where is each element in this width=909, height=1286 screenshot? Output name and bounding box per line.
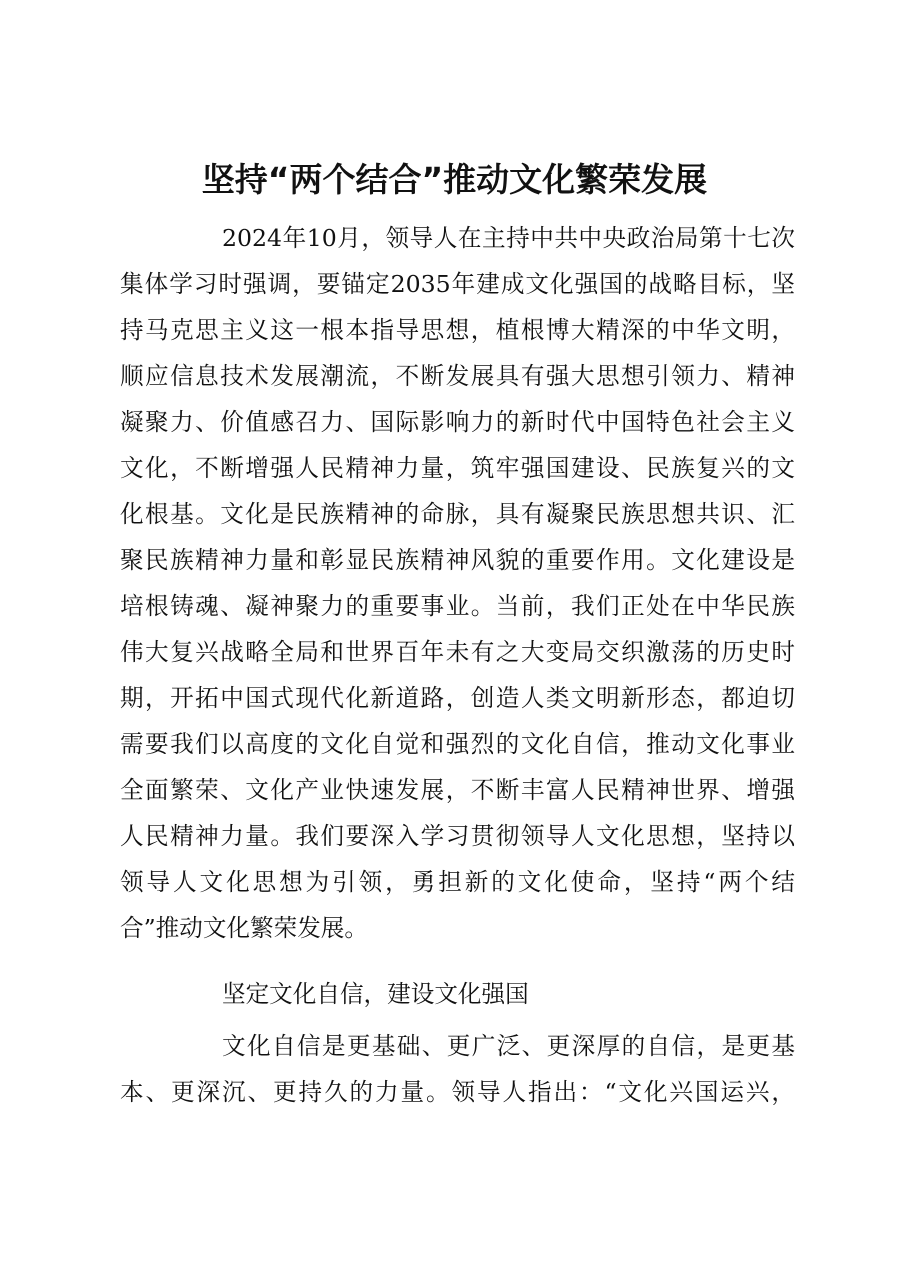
paragraph-line: 全面繁荣、文化产业快速发展，不断丰富人民精神世界、增强 (120, 776, 795, 804)
document-title: 坚持“两个结合”推动文化繁荣发展 (201, 160, 708, 199)
paragraph-line: 集体学习时强调，要锚定2035年建成文化强国的战略目标，坚 (120, 270, 795, 298)
paragraph-line: 2024年10月，领导人在主持中共中央政治局第十七次 (222, 224, 795, 252)
paragraph-line: 培根铸魂、凝神聚力的重要事业。当前，我们正处在中华民族 (120, 592, 795, 620)
paragraph-line: 合”推动文化繁荣发展。 (120, 914, 368, 942)
paragraph-line: 人民精神力量。我们要深入学习贯彻领导人文化思想，坚持以 (120, 822, 795, 850)
paragraph-line: 凝聚力、价值感召力、国际影响力的新时代中国特色社会主义 (120, 408, 795, 436)
paragraph-line: 化根基。文化是民族精神的命脉，具有凝聚民族思想共识、汇 (120, 500, 795, 528)
paragraph-line: 需要我们以高度的文化自觉和强烈的文化自信，推动文化事业 (120, 730, 795, 758)
paragraph-line: 顺应信息技术发展潮流，不断发展具有强大思想引领力、精神 (120, 362, 795, 390)
paragraph-line: 持马克思主义这一根本指导思想，植根博大精深的中华文明， (120, 316, 795, 344)
section-heading: 坚定文化自信，建设文化强国 (222, 980, 529, 1008)
paragraph-line: 伟大复兴战略全局和世界百年未有之大变局交织激荡的历史时 (120, 638, 795, 666)
paragraph-line: 本、更深沉、更持久的力量。领导人指出：“文化兴国运兴， (120, 1078, 795, 1106)
paragraph-line: 文化，不断增强人民精神力量，筑牢强国建设、民族复兴的文 (120, 454, 795, 482)
paragraph-line: 聚民族精神力量和彰显民族精神风貌的重要作用。文化建设是 (120, 546, 795, 574)
paragraph-line: 期，开拓中国式现代化新道路，创造人类文明新形态，都迫切 (120, 684, 795, 712)
paragraph-line: 领导人文化思想为引领，勇担新的文化使命，坚持“两个结 (120, 868, 795, 896)
paragraph-line: 文化自信是更基础、更广泛、更深厚的自信，是更基 (222, 1032, 795, 1060)
